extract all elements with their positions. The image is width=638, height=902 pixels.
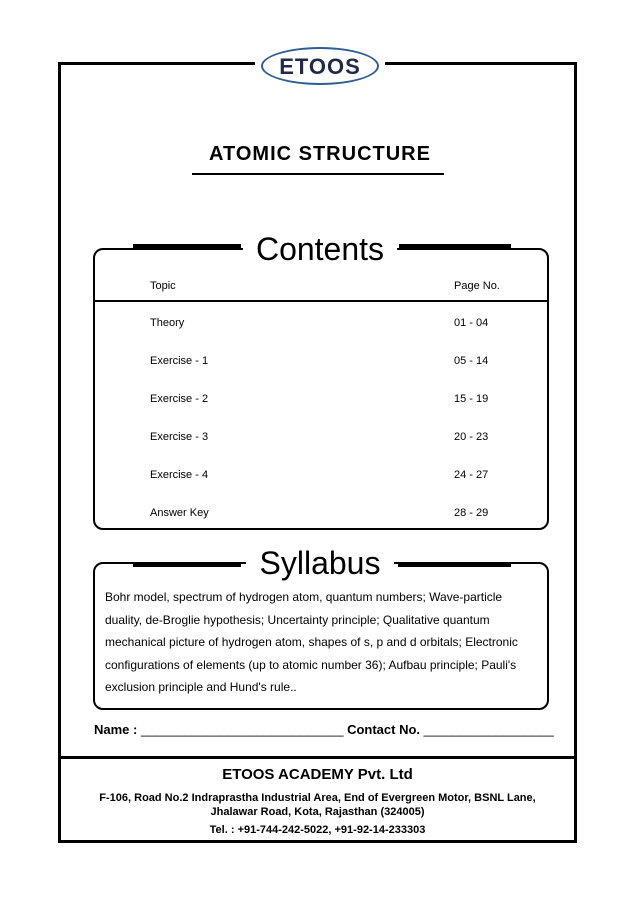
toc-row-page: 05 - 14 [454,355,489,367]
toc-row-topic: Exercise - 2 [150,393,209,405]
footer-rule [58,756,577,759]
toc-row-topic: Exercise - 3 [150,431,209,443]
contents-heading: Contents [243,231,397,267]
contents-bar-left [133,244,241,249]
toc-row-topic: Exercise - 4 [150,469,209,481]
footer-phone: Tel. : +91-744-242-5022, +91-92-14-233303 [209,824,426,836]
syllabus-heading: Syllabus [246,545,394,581]
toc-row-page: 20 - 23 [454,431,489,443]
footer-address-line2: Jhalawar Road, Kota, Rajasthan (324005) [210,806,425,818]
toc-header-page: Page No. [454,280,500,292]
name-field[interactable]: ____________________________ [140,722,344,737]
footer-address-line1: F-106, Road No.2 Indraprastha Industrial Area, End of Evergreen Motor, BSNL Lane, [99,792,536,804]
contact-field[interactable]: __________________ [423,722,554,737]
syllabus-bar-right [398,562,511,567]
logo-text: ETOOS [279,54,361,79]
toc-row-topic: Exercise - 1 [150,355,209,367]
footer-title: ETOOS ACADEMY Pvt. Ltd [222,766,413,783]
toc-header-topic: Topic [150,280,176,292]
contents-bar-right [399,244,511,249]
syllabus-text: Bohr model, spectrum of hydrogen atom, quantum numbers; Wave-particle duality, de-Broglie hypothesis; Uncertainty principle; Qualitative quantum mechanical picture of hydrogen atom, shapes of s, p and d orbitals; Electronic configurations of elements (up to atomic number 36); Aufbau principle; Pauli's exclusion principle and Hund's rule.. [105,590,518,694]
name-contact-line [94,722,554,737]
page-title: ATOMIC STRUCTURE [209,143,431,165]
contact-label: Contact No. [347,722,421,737]
name-label: Name : [94,722,138,737]
toc-row-page: 15 - 19 [454,393,489,405]
etoos-logo [255,43,385,91]
toc-row-topic: Theory [150,317,185,329]
toc-row-topic: Answer Key [150,507,209,519]
toc-header-rule [95,300,547,302]
toc-row-page: 01 - 04 [454,317,489,329]
syllabus-bar-left [133,562,241,567]
title-underline [192,173,444,175]
toc-row-page: 24 - 27 [454,469,489,481]
toc-row-page: 28 - 29 [454,507,489,519]
